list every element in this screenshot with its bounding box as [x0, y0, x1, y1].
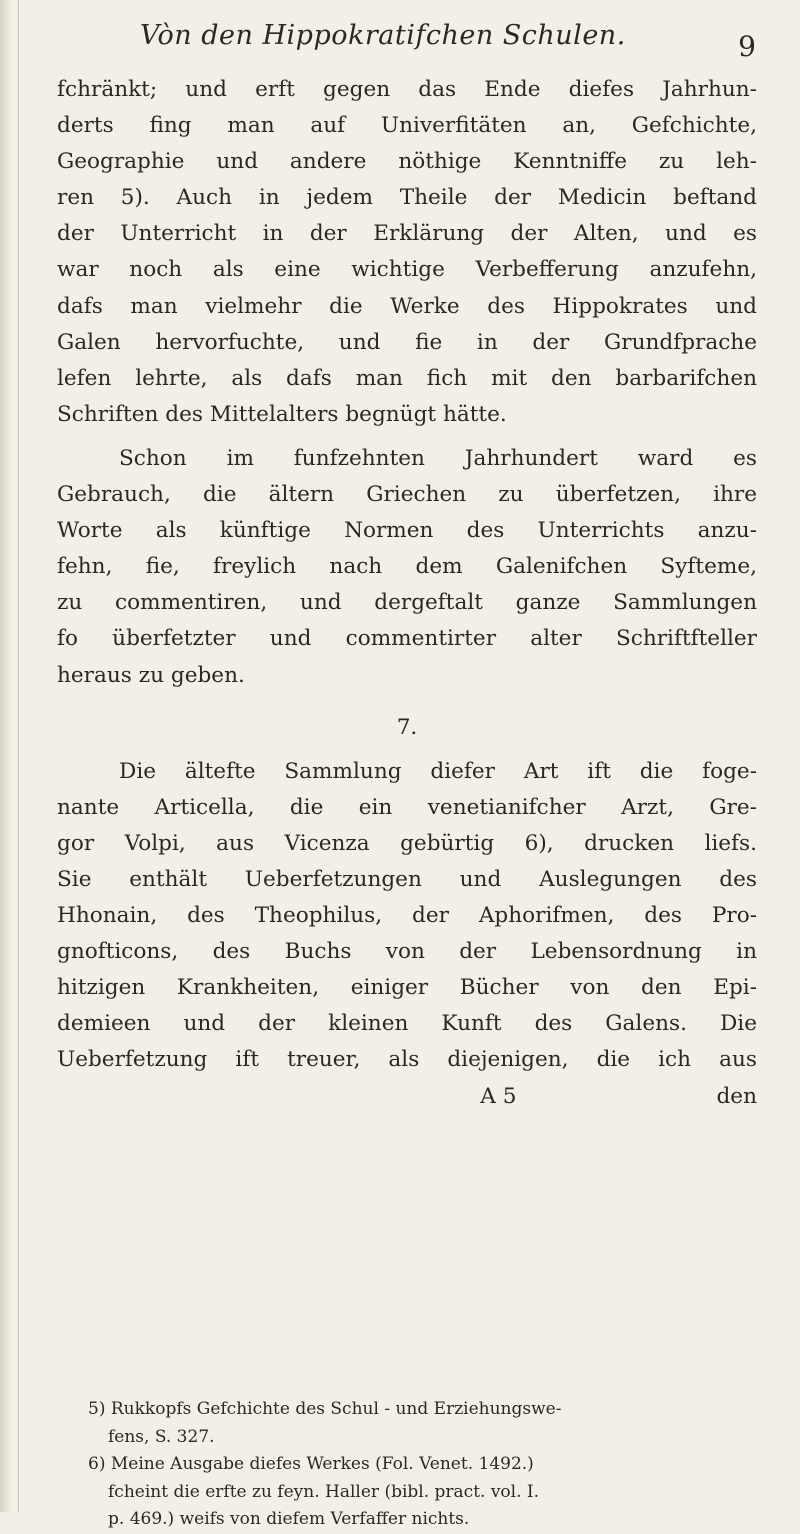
text-line: ren 5). Auch in jedem Theile der Medicin beftand: [57, 185, 757, 211]
footnote-6-cont: fcheint die erfte zu feyn. Haller (bibl. pract. vol. I.: [108, 1481, 540, 1502]
text-line: derts fing man auf Univerfitäten an, Gefchichte,: [57, 113, 757, 139]
text-line: Sie enthält Ueberfetzungen und Auslegungen des: [57, 866, 757, 892]
page-number: 9: [738, 30, 756, 63]
signature-mark: A 5: [480, 1083, 517, 1109]
text-line: Die ältefte Sammlung diefer Art ift die foge-: [119, 758, 757, 784]
text-line: Schon im funfzehnten Jahrhundert ward es: [119, 445, 757, 471]
footnote-6: 6) Meine Ausgabe diefes Werkes (Fol. Venet. 1492.): [88, 1454, 534, 1474]
text-line: fchränkt; und erft gegen das Ende diefes Jahrhun-: [57, 77, 757, 102]
catchword: den: [716, 1083, 757, 1109]
footnote-6-cont: p. 469.) weifs von diefem Verfaffer nichts.: [108, 1509, 470, 1529]
text-line: Ueberfetzung ift treuer, als diejenigen, die ich aus: [57, 1047, 757, 1073]
text-line: Gebrauch, die ältern Griechen zu überfetzen, ihre: [57, 482, 757, 508]
text-line: gnofticons, des Buchs von der Lebensordnung in: [57, 939, 757, 965]
body-text: [57, 72, 757, 1115]
page-edge-line: [18, 0, 19, 1512]
text-line: zu commentiren, und dergeftalt ganze Sammlungen: [57, 590, 757, 616]
footnotes: [88, 1396, 758, 1534]
running-head: [140, 20, 770, 63]
page-edge-shadow: [0, 0, 10, 1512]
text-line: nante Articella, die ein venetianifcher Arzt, Gre-: [57, 794, 757, 820]
text-line: heraus zu geben.: [57, 662, 245, 688]
text-line: hitzigen Krankheiten, einiger Bücher von den Epi-: [57, 975, 757, 1001]
text-line: war noch als eine wichtige Verbefferung anzufehn,: [57, 257, 757, 283]
text-line: fehn, fie, freylich nach dem Galenifchen Syfteme,: [57, 554, 757, 580]
paragraph-2: [57, 441, 757, 694]
text-line: Hhonain, des Theophilus, der Aphorifmen, des Pro-: [57, 903, 757, 929]
text-line: demieen und der kleinen Kunft des Galens. Die: [57, 1011, 757, 1037]
text-line: Worte als künftige Normen des Unterrichts anzu-: [57, 518, 757, 544]
text-line: Geographie und andere nöthige Kenntniffe zu leh-: [57, 149, 757, 175]
section-number: 7.: [396, 714, 418, 740]
footnote-5-cont: fens, S. 327.: [108, 1426, 215, 1447]
footnote-5: 5) Rukkopfs Gefchichte des Schul - und Erziehungswe-: [88, 1399, 562, 1419]
text-line: Schriften des Mittelalters begnügt hätte.: [57, 401, 507, 427]
paragraph-3: [57, 754, 757, 1079]
text-line: der Unterricht in der Erklärung der Alten, und es: [57, 221, 757, 247]
catchline: [57, 1079, 757, 1115]
text-line: fo überfetzter und commentirter alter Schriftfteller: [57, 626, 757, 652]
running-title: Vòn den Hippokratifchen Schulen.: [140, 20, 626, 51]
text-line: Galen hervorfuchte, und fie in der Grundfprache: [57, 329, 757, 355]
text-line: lefen lehrte, als dafs man fich mit den barbarifchen: [57, 365, 757, 391]
paragraph-1: [57, 72, 757, 433]
text-line: gor Volpi, aus Vicenza gebürtig 6), drucken liefs.: [57, 830, 757, 856]
text-line: dafs man vielmehr die Werke des Hippokrates und: [57, 293, 757, 319]
